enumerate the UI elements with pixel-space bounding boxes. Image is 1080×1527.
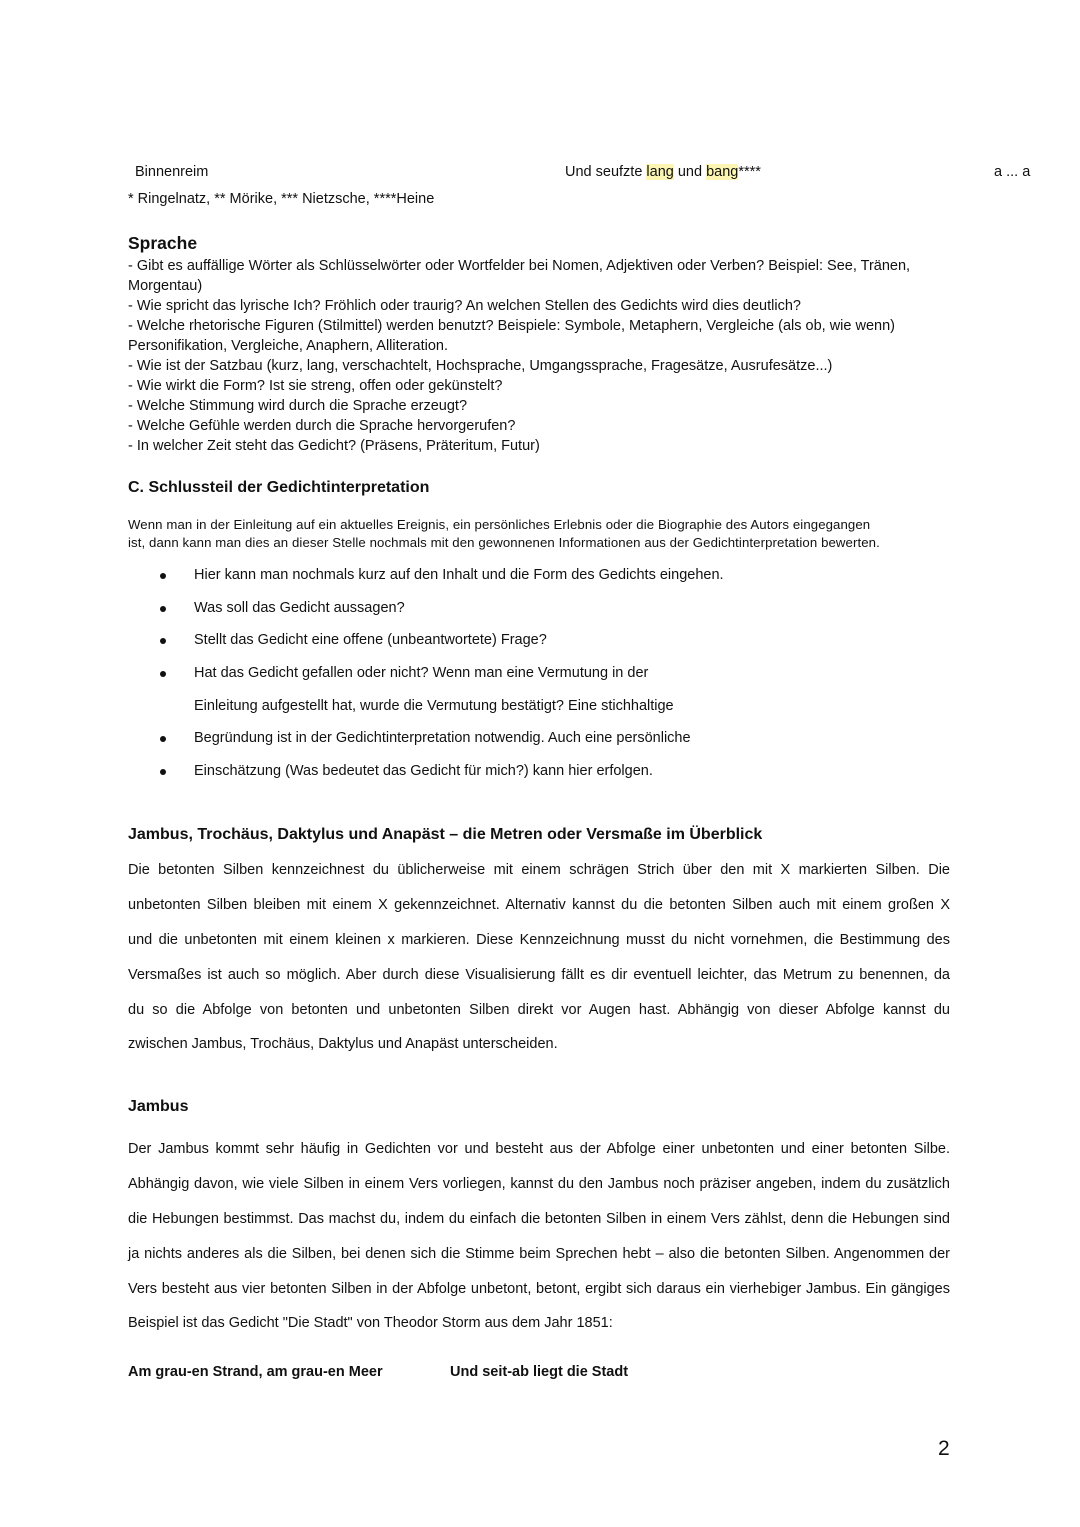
bullet-text: Stellt das Gedicht eine offene (unbeantwortete) Frage?	[194, 632, 547, 649]
list-item: - Wie spricht das lyrische Ich? Fröhlich oder traurig? An welchen Stellen des Gedichts wird dies deutlich?	[128, 298, 801, 314]
paragraph-line: Die betonten Silben kennzeichnest du üblicherweise mit einem schrägen Strich über den mit X markierten Silben. Die	[128, 862, 950, 878]
bullet-text: Einschätzung (Was bedeutet das Gedicht für mich?) kann hier erfolgen.	[194, 763, 653, 780]
example-text: und	[673, 164, 707, 180]
bullet-text: Hier kann man nochmals kurz auf den Inhalt und die Form des Gedichts eingehen.	[194, 567, 724, 583]
paragraph-line: Der Jambus kommt sehr häufig in Gedichten vor und besteht aus der Abfolge einer unbetonten und einer betonten Silbe.	[128, 1141, 950, 1157]
list-item	[160, 661, 920, 694]
section-heading-sprache: Sprache	[128, 233, 198, 253]
schluss-bullet-list	[160, 563, 920, 792]
rhyme-scheme: a ... a	[994, 164, 1031, 180]
paragraph-line: Versmaßes ist auch so möglich. Aber durch diese Visualisierung fällt es dir eventuell leichter, das Metrum zu benennen, da	[128, 966, 950, 983]
schluss-intro-line: Wenn man in der Einleitung auf ein aktuelles Ereignis, ein persönliches Erlebnis oder die Biographie des Autors eingegangen	[128, 517, 871, 532]
list-item: Personifikation, Vergleiche, Anaphern, Alliteration.	[128, 338, 449, 354]
paragraph-line: und die unbetonten mit einem kleinen x markieren. Diese Kennzeichnung musst du nicht vornehmen, die Bestimmung des	[128, 931, 950, 948]
list-item	[160, 628, 920, 661]
list-item-continuation	[160, 694, 920, 727]
list-item	[160, 726, 920, 759]
section-heading-schlussteil: C. Schlussteil der Gedichtinterpretation	[128, 479, 430, 496]
list-item: Morgentau)	[128, 278, 203, 294]
list-item: - Wie wirkt die Form? Ist sie streng, offen oder gekünstelt?	[128, 378, 503, 394]
list-item: - In welcher Zeit steht das Gedicht? (Präsens, Präteritum, Futur)	[128, 438, 540, 454]
list-item	[160, 563, 920, 596]
paragraph-line: die Hebungen bestimmst. Das machst du, indem du einfach die betonten Silben in einem Vers zählst, denn die Hebungen sind	[128, 1210, 950, 1227]
bullet-icon	[160, 736, 166, 742]
bullet-icon	[160, 769, 166, 775]
list-item: - Welche Gefühle werden durch die Sprache hervorgerufen?	[128, 418, 516, 434]
bullet-icon	[160, 638, 166, 644]
sprache-list	[128, 256, 950, 456]
paragraph-line: Abhängig davon, wie viele Silben in einem Vers vorliegen, kannst du den Jambus noch präziser angeben, indem du zusätzlich	[128, 1175, 950, 1192]
section-heading-jambus: Jambus	[128, 1098, 189, 1115]
list-item: - Welche rhetorische Figuren (Stilmittel) werden benutzt? Beispiele: Symbole, Metaphern, Vergleiche (als ob, wie wenn)	[128, 318, 895, 334]
example-verse	[565, 162, 761, 182]
example-text: ****	[738, 164, 761, 180]
paragraph-line: Vers besteht aus vier betonten Silben in der Abfolge unbetont, betont, ergibt sich daraus ein vierhebiger Jambus. Ein gängiges	[128, 1280, 950, 1297]
bullet-icon	[160, 671, 166, 677]
jambus-paragraph	[128, 1132, 950, 1341]
metren-paragraph	[128, 853, 950, 1062]
schluss-intro-line: ist, dann kann man dies an dieser Stelle nochmals mit den gewonnenen Informationen aus der Gedichtinterpretation bewerten.	[128, 535, 880, 550]
bullet-icon	[160, 606, 166, 612]
paragraph-line: zwischen Jambus, Trochäus, Daktylus und Anapäst unterscheiden.	[128, 1036, 558, 1053]
highlight-word: lang	[646, 164, 674, 180]
list-item: - Wie ist der Satzbau (kurz, lang, verschachtelt, Hochsprache, Umgangssprache, Fragesätze, Ausrufesätze...)	[128, 358, 833, 374]
list-item	[160, 596, 920, 629]
bullet-text: Einleitung aufgestellt hat, wurde die Vermutung bestätigt? Eine stichhaltige	[194, 697, 674, 714]
bullet-text: Begründung ist in der Gedichtinterpretation notwendig. Auch eine persönliche	[194, 730, 691, 747]
list-item: - Gibt es auffällige Wörter als Schlüsselwörter oder Wortfelder bei Nomen, Adjektiven oder Verben? Beispiel: See, Tränen,	[128, 258, 911, 274]
bullet-text: Hat das Gedicht gefallen oder nicht? Wenn man eine Vermutung in der	[194, 665, 649, 682]
bullet-icon	[160, 573, 166, 579]
highlight-word: bang	[706, 164, 739, 180]
page-number: 2	[938, 1437, 950, 1460]
footnote: * Ringelnatz, ** Mörike, *** Nietzsche, ****Heine	[128, 191, 435, 207]
list-item: - Welche Stimmung wird durch die Sprache erzeugt?	[128, 398, 468, 414]
example-verse-right: Und seit-ab liegt die Stadt	[450, 1364, 629, 1380]
term-label: Binnenreim	[135, 164, 209, 180]
bullet-text: Was soll das Gedicht aussagen?	[194, 599, 405, 616]
paragraph-line: ja nichts anderes als die Silben, bei denen sich die Stimme beim Sprechen hebt – also die betonten Silben. Angenommen der	[128, 1245, 950, 1262]
paragraph-line: Beispiel ist das Gedicht "Die Stadt" von Theodor Storm aus dem Jahr 1851:	[128, 1315, 613, 1332]
paragraph-line: du so die Abfolge von betonten und unbetonten Silben direkt vor Augen hast. Abhängig von dieser Abfolge kannst du	[128, 1001, 950, 1018]
list-item	[160, 759, 920, 792]
section-heading-metren: Jambus, Trochäus, Daktylus und Anapäst – die Metren oder Versmaße im Überblick	[128, 826, 763, 843]
example-verse-left: Am grau-en Strand, am grau-en Meer	[128, 1364, 383, 1380]
example-text: Und seufzte	[565, 164, 647, 180]
paragraph-line: unbetonten Silben bleiben mit einem X gekennzeichnet. Alternativ kannst du die betonten Silben auch mit einem großen X	[128, 896, 950, 913]
